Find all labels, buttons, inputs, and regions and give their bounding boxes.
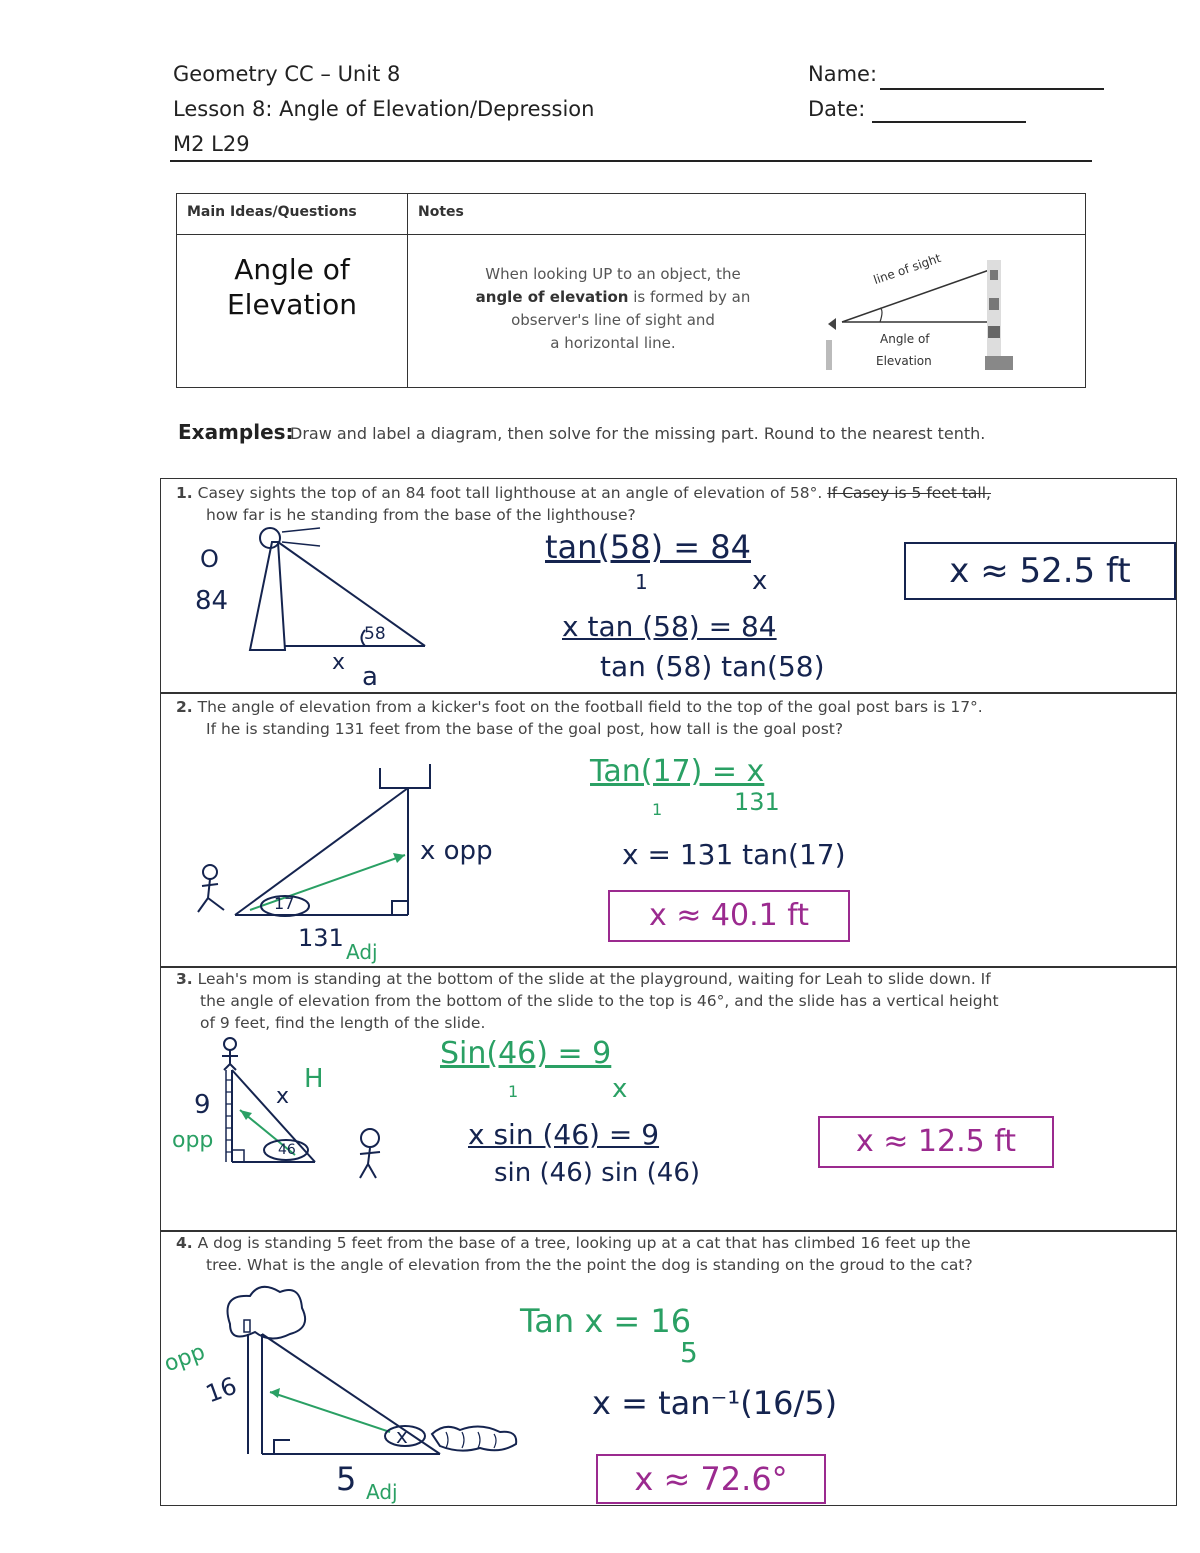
name-label: Name: — [808, 62, 878, 86]
problem-1-line2: how far is he standing from the base of the lighthouse? — [206, 506, 636, 524]
header-rule — [170, 160, 1092, 162]
p1-o-label: O — [200, 545, 219, 573]
p2-answer[interactable]: x ≈ 40.1 ft — [608, 890, 850, 942]
p2-opp-label: x opp — [420, 836, 493, 866]
col1-header: Main Ideas/Questions — [187, 204, 357, 220]
p1-work-denomx: x — [752, 566, 768, 596]
problem-2-diagram — [190, 760, 450, 940]
p1-work-line3: tan (58) tan(58) — [600, 650, 825, 683]
main-idea-line1: Angle of — [234, 253, 350, 286]
problem-3-line3: of 9 feet, find the length of the slide. — [200, 1014, 486, 1032]
p4-answer[interactable]: x ≈ 72.6° — [596, 1454, 826, 1504]
p3-angle-label: 46 — [278, 1142, 296, 1158]
p3-x-label: x — [276, 1084, 290, 1109]
p3-nine-label: 9 — [194, 1090, 211, 1120]
p1-answer[interactable]: x ≈ 52.5 ft — [904, 542, 1176, 600]
p1-84-label: 84 — [195, 586, 229, 616]
problem-4-line1: A dog is standing 5 feet from the base of a tree, looking up at a cat that has climbed 16 feet up the — [197, 1234, 971, 1252]
problem-3-line2: the angle of elevation from the bottom of the slide to the top is 46°, and the slide has a vertical height — [200, 992, 999, 1010]
p3-answer[interactable]: x ≈ 12.5 ft — [818, 1116, 1054, 1168]
p1-work-line1: tan(58) = 84 — [545, 528, 751, 566]
p2-work-line2: x = 131 tan(17) — [622, 838, 846, 871]
p2-base-label: 131 — [298, 924, 344, 952]
p3-work-denom1: 1 — [508, 1082, 519, 1101]
problem-4-text — [176, 1232, 1116, 1276]
p3-work-denomx: x — [612, 1074, 628, 1104]
problem-1-diagram — [190, 520, 450, 690]
problem-2-line2: If he is standing 131 feet from the base of the goal post, how tall is the goal post? — [206, 720, 844, 738]
problem-2-text — [176, 696, 1116, 740]
p3-work-line1: Sin(46) = 9 — [440, 1036, 612, 1071]
p4-work-line2: x = tan⁻¹(16/5) — [592, 1384, 838, 1422]
p3-work-line2: x sin (46) = 9 — [468, 1118, 660, 1151]
p1-a-label: a — [362, 662, 378, 692]
header-line-1: Geometry CC – Unit 8 — [173, 62, 401, 86]
p4-adj-label: Adj — [366, 1480, 398, 1504]
header-line-3: M2 L29 — [173, 132, 250, 156]
line-of-sight-label: line of sight — [871, 250, 943, 288]
definition-line-2 — [448, 286, 778, 309]
problem-2-line1: The angle of elevation from a kicker's foot on the football field to the top of the goal post bars is 17°. — [197, 698, 983, 716]
definition-line-1: When looking UP to an object, the — [485, 265, 741, 283]
p2-angle-label: 17 — [274, 894, 295, 913]
main-idea-line2: Elevation — [226, 288, 358, 321]
p4-work-line1: Tan x = 16 — [520, 1302, 692, 1340]
definition-line-3: observer's line of sight and — [511, 311, 715, 329]
problem-1-number: 1. — [176, 484, 193, 502]
definition — [448, 263, 778, 355]
definition-term: angle of elevation — [475, 288, 629, 306]
definition-line-2-rest: is formed by an — [633, 288, 751, 306]
p3-work-line3: sin (46) sin (46) — [494, 1158, 701, 1188]
problem-3-line1: Leah's mom is standing at the bottom of the slide at the playground, waiting for Leah to slide down. If — [197, 970, 991, 988]
p4-five-label: 5 — [336, 1460, 357, 1498]
name-blank[interactable] — [880, 88, 1104, 90]
p1-angle-label: 58 — [364, 624, 386, 644]
examples-label: Examples: — [178, 420, 294, 444]
p2-work-denom1: 1 — [652, 800, 663, 819]
definition-line-4: a horizontal line. — [550, 334, 676, 352]
problem-4-number: 4. — [176, 1234, 193, 1252]
date-blank[interactable] — [872, 121, 1026, 123]
p4-opp-label: opp — [160, 1339, 209, 1378]
p4-sixteen-label: 16 — [202, 1371, 241, 1409]
p2-work-denom131: 131 — [734, 788, 780, 816]
problem-3-text — [176, 968, 1121, 1034]
p4-work-denom5: 5 — [680, 1336, 698, 1369]
problem-1-struck: If Casey is 5 feet tall, — [827, 484, 991, 502]
header-line-2: Lesson 8: Angle of Elevation/Depression — [173, 97, 595, 121]
p1-work-line2: x tan (58) = 84 — [562, 610, 777, 643]
p1-x-label: x — [332, 650, 346, 675]
p4-x-label: x — [396, 1424, 408, 1448]
date-label: Date: — [808, 97, 866, 121]
p3-opp-label: opp — [172, 1128, 214, 1153]
p3-h-label: H — [304, 1064, 324, 1094]
p2-work-line1: Tan(17) = x — [590, 754, 765, 789]
angle-label-1: Angle of — [880, 332, 930, 346]
angle-label-2: Elevation — [876, 354, 932, 368]
examples-instruction: Draw and label a diagram, then solve for the missing part. Round to the nearest tenth. — [290, 424, 986, 443]
problem-1-line1: Casey sights the top of an 84 foot tall lighthouse at an angle of elevation of 58°. — [197, 484, 823, 502]
problem-4-line2: tree. What is the angle of elevation from the the point the dog is standing on the groud to the cat? — [206, 1256, 973, 1274]
problem-2-number: 2. — [176, 698, 193, 716]
p2-adj-label: Adj — [346, 940, 378, 964]
p1-work-denom1: 1 — [635, 570, 648, 594]
problem-3-number: 3. — [176, 970, 193, 988]
col2-header: Notes — [418, 204, 464, 220]
problem-4-diagram — [200, 1284, 540, 1484]
